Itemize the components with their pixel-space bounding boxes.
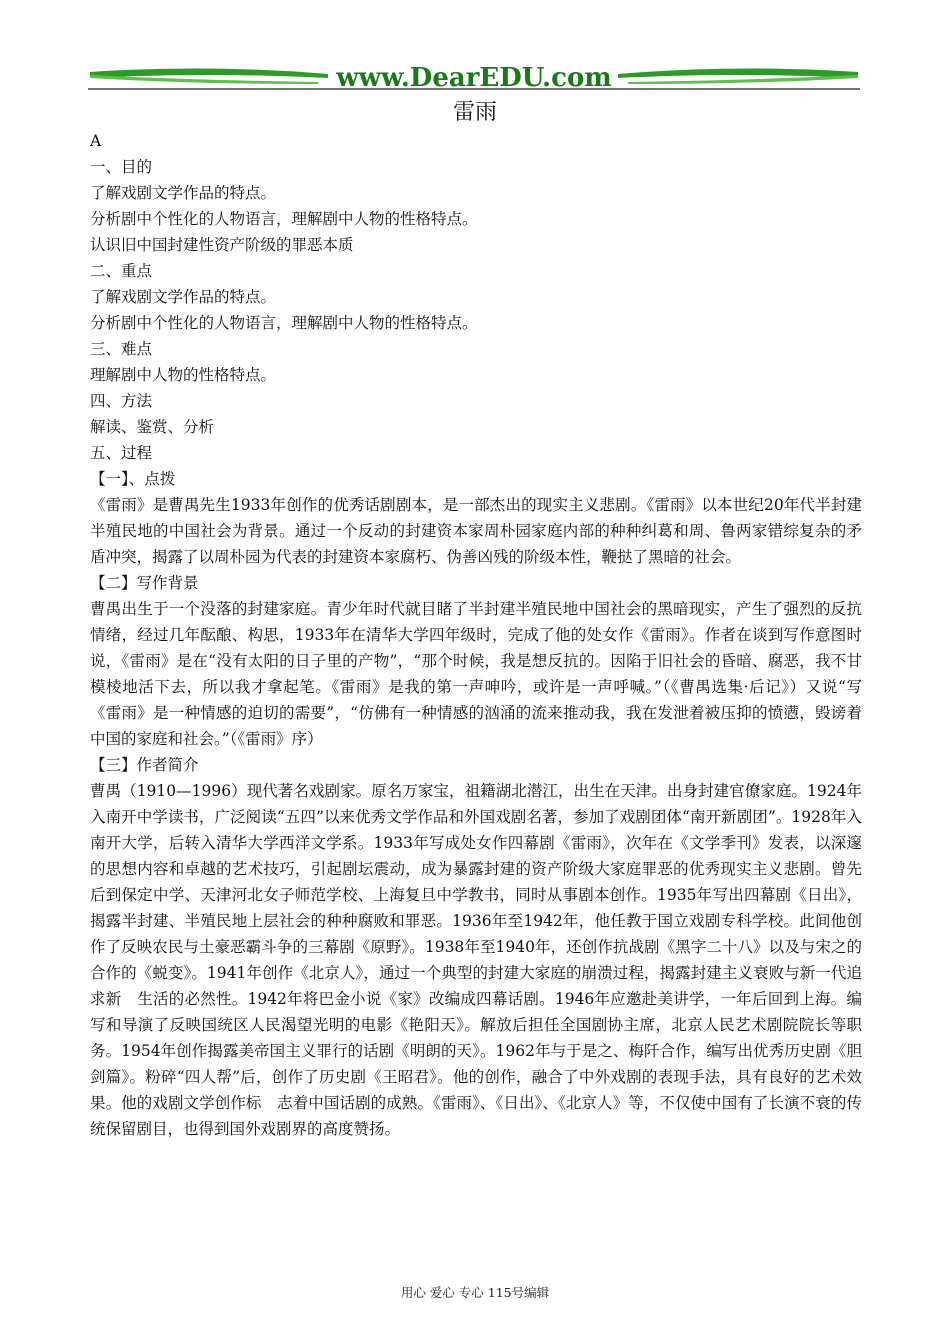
document-title: 雷雨 xyxy=(452,100,497,125)
goal-item: 认识旧中国封建性资产阶级的罪恶本质 xyxy=(90,236,354,254)
heading-background: 【二】写作背景 xyxy=(90,574,199,592)
difficulty-item: 理解剧中人物的性格特点。 xyxy=(90,366,277,384)
page-footer: 用心 爱心 专心 115号编辑 xyxy=(400,1285,550,1300)
background-paragraph: 曹禺出生于一个没落的封建家庭。青少年时代就目睹了半封建半殖民地中国社会的黑暗现实，产生了强烈的反抗情绪，经过几年酝酿、构思，1933年在清华大学四年级时，完成了他的处女作《雷雨》。作者在谈到写作意图时说，《雷雨》是在“没有太阳的日子里的产物”，“那个时候，我是想反抗的。因陷于旧社会的昏暗、腐恶，我不甘模棱地活下去，所以我才拿起笔。《雷雨》是我的第一声呻吟，或许是一声呼喊。”（《曹禺选集·后记》）又说“写《雷雨》是一种情感的迫切的需要”，“仿佛有一种情感的汹涌的流来推动我，我在发泄着被压抑的愤懑，毁谤着中国的家庭和社会。”（《雷雨》序） xyxy=(90,600,862,748)
banner-logo-icon xyxy=(88,58,860,94)
site-header-banner xyxy=(88,58,860,94)
heading-goal: 一、目的 xyxy=(90,158,153,176)
heading-process: 五、过程 xyxy=(90,444,153,462)
focus-item: 分析剧中个性化的人物语言，理解剧中人物的性格特点。 xyxy=(90,314,478,332)
document-body xyxy=(90,128,862,1142)
heading-author: 【三】作者简介 xyxy=(90,756,199,774)
goal-item: 了解戏剧文学作品的特点。 xyxy=(90,184,277,202)
focus-item: 了解戏剧文学作品的特点。 xyxy=(90,288,277,306)
method-item: 解读、鉴赏、分析 xyxy=(90,418,215,436)
section-label: A xyxy=(90,132,102,150)
heading-guide: 【一】、点拨 xyxy=(90,470,176,488)
heading-focus: 二、重点 xyxy=(90,262,153,280)
guide-paragraph: 《雷雨》是曹禺先生1933年创作的优秀话剧剧本，是一部杰出的现实主义悲剧。《雷雨》以本世纪20年代半封建半殖民地的中国社会为背景。通过一个反动的封建资本家周朴园家庭内部的种种纠葛和周、鲁两家错综复杂的矛盾冲突，揭露了以周朴园为代表的封建资本家腐朽、伪善凶残的阶级本性，鞭挞了黑暗的社会。 xyxy=(90,496,862,566)
site-url-text: www.DearEDU.com xyxy=(336,63,612,93)
heading-method: 四、方法 xyxy=(90,392,153,410)
heading-difficulty: 三、难点 xyxy=(90,340,153,358)
author-paragraph: 曹禺（1910—1996）现代著名戏剧家。原名万家宝，祖籍湖北潜江，出生在天津。出身封建官僚家庭。1924年入南开中学读书，广泛阅读“五四”以来优秀文学作品和外国戏剧名著，参加了戏剧团体“南开新剧团”。1928年入南开大学，后转入清华大学西洋文学系。1933年写成处女作四幕剧《雷雨》，次年在《文学季刊》发表，以深邃的思想内容和卓越的艺术技巧，引起剧坛震动，成为暴露封建的资产阶级大家庭罪恶的优秀现实主义悲剧。曾先后到保定中学、天津河北女子师范学校、上海复旦中学教书，同时从事剧本创作。1935年写出四幕剧《日出》，揭露半封建、半殖民地上层社会的种种腐败和罪恶。1936年至1942年，他任教于国立戏剧专科学校。此间他创作了反映农民与土豪恶霸斗争的三幕剧《原野》。1938年至1940年，还创作抗战剧《黑字二十八》以及与宋之的合作的《蜕变》。1941年创作《北京人》，通过一个典型的封建大家庭的崩溃过程，揭露封建主义衰败与新一代追求新 生活的必然性。1942年将巴金小说《家》改编成四幕话剧。1946年应邀赴美讲学，一年后回到上海。编写和导演了反映国统区人民渴望光明的电影《艳阳天》。解放后担任全国剧协主席，北京人民艺术剧院院长等职务。1954年创作揭露美帝国主义罪行的话剧《明朗的天》。1962年与于是之、梅阡合作，编写出优秀历史剧《胆剑篇》。粉碎“四人帮”后，创作了历史剧《王昭君》。他的创作，融合了中外戏剧的表现手法，具有良好的艺术效果。他的戏剧文学创作标 志着中国话剧的成熟。《雷雨》、《日出》、《北京人》等，不仅使中国有了长演不衰的传统保留剧目，也得到国外戏剧界的高度赞扬。 xyxy=(90,782,862,1138)
goal-item: 分析剧中个性化的人物语言，理解剧中人物的性格特点。 xyxy=(90,210,478,228)
